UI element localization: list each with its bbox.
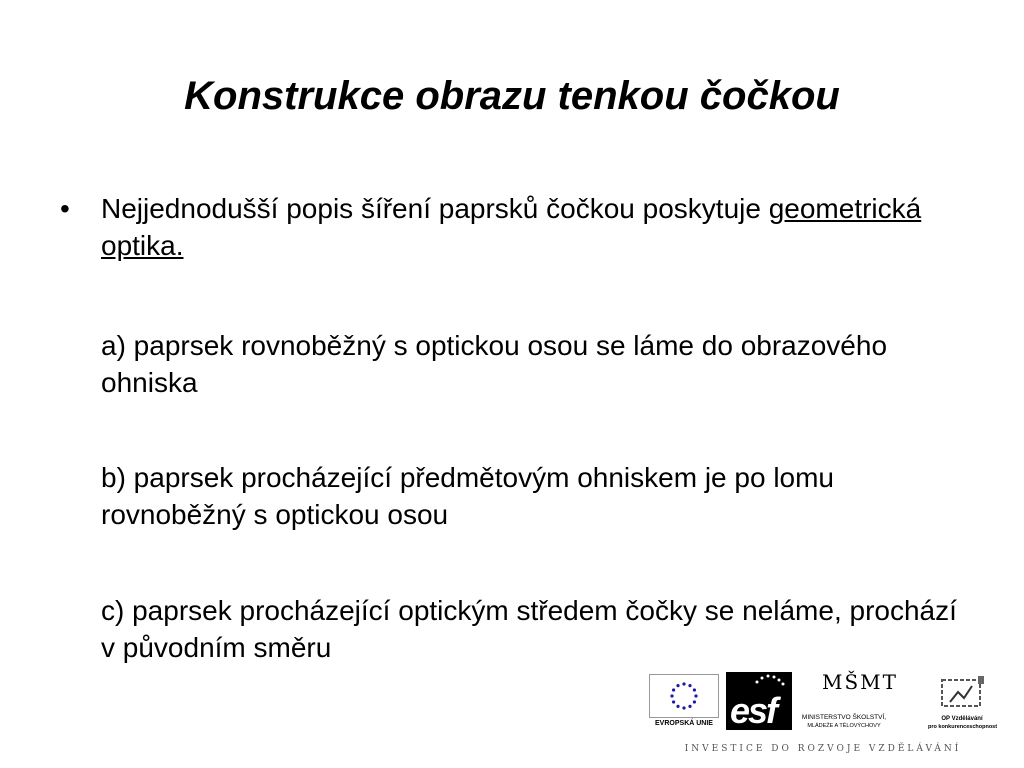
intro-text: Nejjednodušší popis šíření paprsků čočkou poskytuje xyxy=(101,193,769,224)
rule-b: b) paprsek procházející předmětovým ohniskem je po lomu rovnoběžný s optickou osou xyxy=(101,462,835,530)
bullet-marker: • xyxy=(60,193,70,224)
investment-tagline: INVESTICE DO ROZVOJE VZDĚLÁVÁNÍ xyxy=(684,744,962,754)
msmt-mark: MŠMT xyxy=(822,670,898,694)
msmt-caption-1: MINISTERSTVO ŠKOLSTVÍ, xyxy=(801,714,887,721)
rule-c: c) paprsek procházející optickým středem čočky se neláme, prochází v původním směru xyxy=(101,595,957,663)
eu-logo xyxy=(649,674,719,730)
msmt-caption-2: MLÁDEŽE A TĚLOVÝCHOVY xyxy=(807,723,881,729)
geometric-optics-link[interactable]: geometrická optika. xyxy=(101,193,922,261)
rule-a: a) paprsek rovnoběžný s optickou osou se láme do obrazového ohniska xyxy=(101,330,888,398)
slide-title: Konstrukce obrazu tenkou čočkou xyxy=(184,74,840,118)
op-logo xyxy=(928,672,996,732)
op-caption-1: OP Vzdělávání xyxy=(941,716,983,722)
sponsor-logo-strip xyxy=(646,668,1000,738)
eu-stars-icon xyxy=(650,675,718,717)
op-frame-icon xyxy=(928,672,996,714)
esf-label: esf xyxy=(730,690,777,731)
msmt-logo xyxy=(796,670,898,734)
intro-paragraph xyxy=(101,190,961,264)
eu-flag-icon xyxy=(649,674,719,718)
esf-logo xyxy=(726,672,792,730)
eu-caption: EVROPSKÁ UNIE xyxy=(655,720,713,727)
esf-stars-icon xyxy=(726,672,792,692)
op-caption-2: pro konkurenceschopnost xyxy=(928,724,998,730)
